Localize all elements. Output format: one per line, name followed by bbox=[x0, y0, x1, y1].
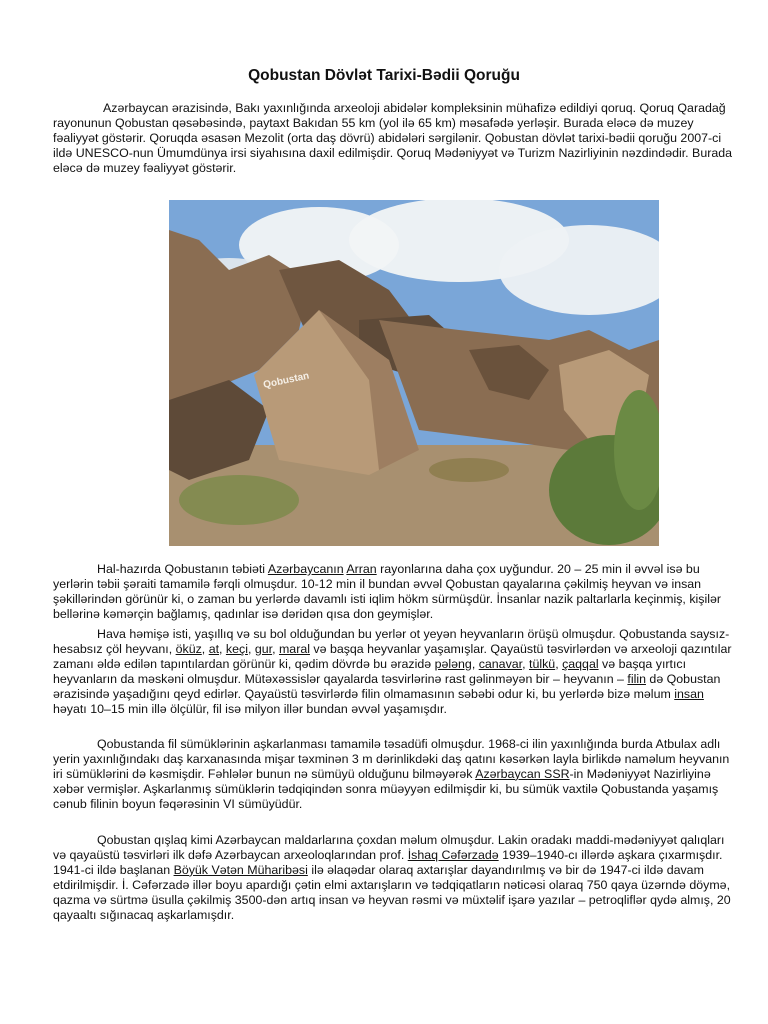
stone-label: Qobustan bbox=[262, 370, 311, 391]
link-azerbaycan-ssr[interactable]: Azərbaycan SSR bbox=[475, 766, 570, 781]
page-title: Qobustan Dövlət Tarixi-Bədii Qoruğu bbox=[248, 67, 520, 84]
shrub bbox=[179, 475, 299, 525]
intro-paragraph: Azərbaycan ərazisində, Bakı yaxınlığında arxeoloji abidələr kompleksinin mühafizə edildiyi qoruq. Qoruq Qaradağ rayonunun Qobustan qəsəbəsində, paytaxt Bakıdan 55 km (yol ilə 65 km) məsafədə yerləşir. Burada eləcə də muzey fəaliyyət göstərir. Qoruqda əsasən Mezolit (orta daş dövrü) abidələri sərgilənir. Qobustan dövlət tarixi-bədii qoruğu 2007-ci ildə UNESCO-nun Ümumdünya irsi siyahısına daxil edilmişdir. Qoruq Mədəniyyət və Turizm Nazirliyinin nəzdindədir. Burada eləcə də muzey fəaliyyət göstərir. bbox=[53, 101, 733, 175]
paragraph-2 bbox=[53, 627, 733, 716]
text-run: 1939–1940-cı illərdə aşkara çıxarmışdır. 1941-ci ildə başlanan bbox=[53, 847, 723, 877]
link-canavar[interactable]: canavar bbox=[478, 656, 523, 671]
link-keci[interactable]: keçi bbox=[225, 641, 248, 656]
link-filin[interactable]: filin bbox=[627, 671, 646, 686]
text-run: , bbox=[471, 656, 479, 671]
text-run: , bbox=[555, 656, 563, 671]
link-boyuk-veten-muharibesi[interactable]: Böyük Vətən Müharibəsi bbox=[173, 862, 308, 877]
paragraph-4 bbox=[53, 833, 733, 922]
link-insan[interactable]: insan bbox=[674, 686, 704, 701]
text-run: Qobustan qışlaq kimi Azərbaycan maldarlarına çoxdan məlum olmuşdur. Lakin oradakı maddi-mədəniyyət qalıqları və qayaüstü təsvirləri ilk dəfə Azərbaycan arxeoloqlarından prof. bbox=[53, 833, 725, 862]
text-run: ilə əlaqədar olaraq axtarışlar dayandırılmış və bir də 1947-ci ildə davam etdirilmişdir. İ. Cəfərzadə illər boyu apardığı çətin elmi axtarışların və tədqiqatların nəticəsi olaraq 750 qaya üzərndə döymə, qazma və sürtmə üsulla çəkilmiş 3500-dən artıq insan və heyvan rəsmi və müxtəlif işarə yazılar – petroqliflər qydə almış, 20 qayaaltı sığınacaq aşkarlamışdır. bbox=[53, 862, 731, 922]
text-run: , bbox=[219, 641, 226, 656]
link-arran[interactable]: Arran bbox=[346, 562, 377, 576]
text-run: və başqa yırtıcı heyvanların da məskəni olmuşdur. Mütəxəssislər qayalarda təsvirlərinə rast gəlinməyən bir – heyvanın – bbox=[53, 656, 687, 686]
paragraph-1 bbox=[53, 562, 733, 622]
text-run: , bbox=[522, 656, 529, 671]
link-tulku[interactable]: tülkü bbox=[529, 656, 556, 671]
text-run: Hava həmişə isti, yaşıllıq və su bol olduğundan bu yerlər ot yeyən heyvanların örüşü olmuşdur. Qobustanda saysız-hesabsız çöl heyvanı, bbox=[53, 627, 730, 656]
link-maral[interactable]: maral bbox=[278, 641, 310, 656]
text-run: , bbox=[247, 641, 255, 656]
link-azerbaycanin[interactable]: Azərbaycanın bbox=[267, 562, 344, 576]
text-run: və başqa heyvanlar yaşamışlar. Qayaüstü təsvirlərdən və arxeoloji qazıntılar zamanı əldə edilən tapıntılardan görünür ki, qədim dövrdə bu ərazidə bbox=[53, 641, 732, 671]
link-at[interactable]: at bbox=[208, 641, 220, 656]
qobustan-landscape-photo bbox=[169, 200, 659, 546]
text-run: -in Mədəniyyət Nazirliyinə xəbər vermişlər. Aşkarlanmış sümüklərin tədqiqindən sonra müəyyən edilmişdir ki, bu sümük vaxtilə Qobustanda yaşamış cənub filinin boyun fəqərəsinin VI sümüyüdür. bbox=[53, 766, 719, 811]
link-ishaq-ceferzade[interactable]: İshaq Cəfərzadə bbox=[407, 847, 499, 862]
link-okuz[interactable]: öküz bbox=[175, 641, 202, 656]
text-run: də Qobustan ərazisində yaşadığını qeyd edirlər. Qayaüstü təsvirlərdə filin olmamasının səbəbi odur ki, bu yerlərdə bizə məlum bbox=[53, 671, 721, 701]
paragraph-3 bbox=[53, 737, 733, 812]
text-run: həyatı 10–15 min illə ölçülür, fil isə milyon illər bundan əvvəl yaşamışdır. bbox=[53, 701, 447, 716]
shrub bbox=[429, 458, 509, 482]
link-gur[interactable]: gur bbox=[254, 641, 273, 656]
text-run: , bbox=[272, 641, 279, 656]
text-run: , bbox=[201, 641, 209, 656]
link-caqqal[interactable]: çaqqal bbox=[562, 656, 599, 671]
text-run: rayonlarına daha çox uyğundur. 20 – 25 min il əvvəl isə bu yerlərin təbii şəraiti tamamilə fərqli olmuşdur. 10-12 min il bundan əvvəl Qobustan qayalarına çəkilmiş heyvan və insan şəkillərindən görünür ki, o zaman bu yerlərdə davamlı isti iqlim hökm sürmüşdür. İnsanlar nazik paltarlarla keçinmiş, kişilər bellərinə kəmərçin bağlamış, qadınlar isə dəridən qısa don geymişlər. bbox=[53, 562, 721, 621]
link-peleng[interactable]: pələng bbox=[434, 656, 472, 671]
text-run: Hal-hazırda Qobustanın təbiəti bbox=[97, 562, 268, 576]
text-run: Qobustanda fil sümüklərinin aşkarlanması tamamilə təsadüfi olmuşdur. 1968-ci ilin yaxınlığında burda Atbulax adlı yerin yaxınlığındakı daş karxanasında mişar təxminən 3 m dərinlikdəki daş qatını kəsərkən layla birlikdə naməlum heyvanın iri sümüklərini də kəsmişdir. Fəhlələr bunun nə sümüyü olduğunu bilməyərək bbox=[53, 737, 730, 781]
